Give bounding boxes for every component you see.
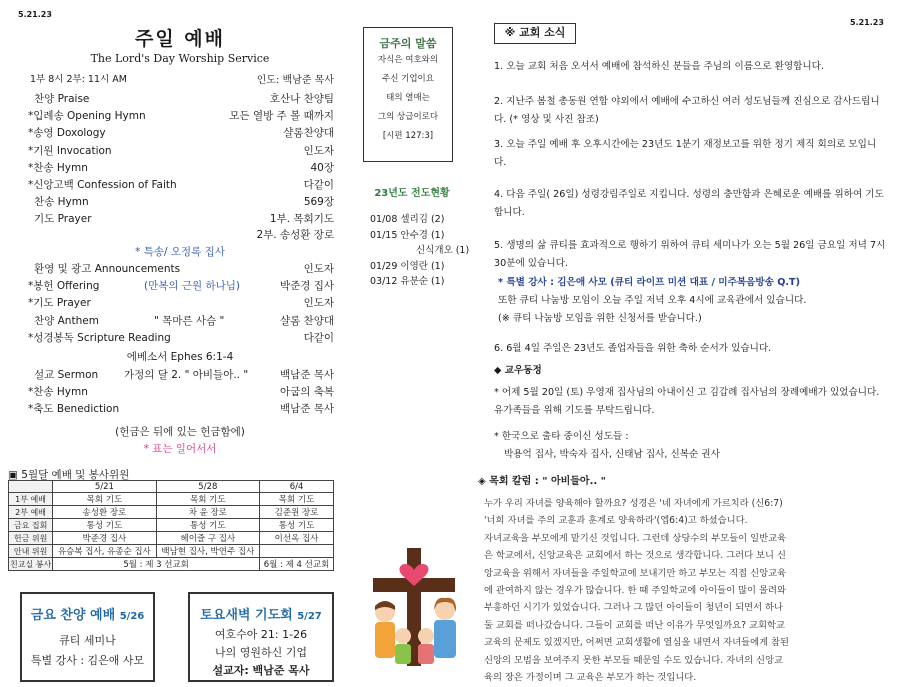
order-item: *축도 Benediction (28, 403, 120, 416)
order-item: *기도 Prayer (28, 297, 91, 310)
schedule-cell: 통성 기도 (156, 519, 259, 532)
friday-line2: 특별 강사 : 김은애 사모 (30, 654, 145, 667)
schedule-cell: 송성환 장로 (53, 506, 156, 519)
special-song-note: * 특송/ 오정록 집사 (135, 246, 225, 258)
friday-title-line (22, 604, 153, 623)
order-row (14, 125, 346, 142)
schedule-title: ▣ 5월달 예배 및 봉사위원 (8, 469, 130, 481)
saturday-title-line (190, 604, 332, 623)
column-line: 둘 교회를 떠나갔습니다. 그들이 교회를 떠난 이유가 무엇일까요? 교회학교 (484, 619, 785, 631)
child-head (395, 628, 411, 644)
date-right: 5.21.23 (850, 18, 884, 27)
column-line: 교육의 문제도 있겠지만, 어쩌면 교회생활에 열심을 내면서 자녀들에게 참된 (484, 637, 790, 649)
order-person: 박준경 집사 (279, 280, 334, 293)
child-body (395, 644, 411, 664)
member-news-heading: ◆ 교우동정 (494, 365, 542, 376)
order-item: *입례송 Opening Hymn (28, 110, 146, 123)
schedule-col-head: 6/4 (260, 481, 334, 493)
schedule-cell: 통성 기도 (260, 519, 334, 532)
column-line: '너희 자녀를 주의 교훈과 훈계로 양육하라'(엡6:4)고 하셨습니다. (484, 515, 748, 527)
column-line: 누가 우리 자녀를 양육해야 할까요? 성경은 '네 자녀에게 가르치라 (신6:7) (484, 498, 783, 509)
order-detail: 가정의 달 2. " 아비들아.. " (124, 369, 249, 381)
order-detail: (만복의 근원 하나님) (144, 280, 241, 293)
pastor-column-heading: ◈ 목회 칼럼 : " 아비들아.. " (478, 476, 606, 487)
schedule-cell: 목회 기도 (53, 493, 156, 506)
worship-time: 1부 8시 2부: 11시 AM (30, 74, 127, 85)
schedule-row (9, 545, 334, 558)
verse-line: 그의 상급이로다 (377, 112, 439, 122)
order-person: 1부. 목회기도 (269, 213, 334, 226)
schedule-row-label: 2부 예배 (9, 506, 53, 519)
order-person: 백남준 목사 (279, 403, 334, 416)
schedule-col-head: 5/21 (53, 481, 156, 493)
schedule-table (8, 480, 334, 571)
order-person: 샬롬찬양대 (283, 127, 334, 140)
worship-title: 주일 예배 (134, 28, 226, 50)
schedule-row-label: 안내 위원 (9, 545, 53, 558)
verse-ref: [시편 127:3] (382, 131, 434, 141)
member-news-2: * 한국으로 출타 중이신 성도들 : (494, 431, 629, 442)
schedule-cell: 목회 기도 (260, 493, 334, 506)
person-body (434, 620, 456, 658)
schedule-cell: 헤이즐 구 집사 (156, 532, 259, 545)
worship-subtitle: The Lord's Day Worship Service (90, 52, 270, 65)
order-item: *찬송 Hymn (28, 386, 88, 399)
order-person: 569장 (303, 196, 334, 209)
evangelism-list (370, 212, 469, 290)
order-row (14, 160, 346, 177)
schedule-cell: 6월 : 제 4 선교회 (260, 558, 334, 571)
worship-order-list-2 (14, 261, 346, 347)
friday-title: 금요 찬양 예배 (30, 608, 116, 623)
evangelism-item: 03/12 유분순 (1) (370, 276, 445, 287)
order-detail: " 목마른 사슴 " (154, 314, 225, 327)
column-line: 자녀교육을 부모에게 맡기신 것입니다. 그런데 상당수의 부모들이 일반교육 (484, 532, 787, 544)
stand-note: * 표는 일어서서 (143, 443, 217, 455)
scripture-ref: 에베소서 Ephes 6:1-4 (126, 351, 234, 363)
child-head (418, 628, 434, 644)
schedule-row-label: 1부 예배 (9, 493, 53, 506)
order-item: *성경봉독 Scripture Reading (28, 331, 171, 344)
order-person: 호산나 찬양팀 (269, 93, 334, 105)
schedule-row-fellowship (9, 558, 334, 571)
pastor-column-text (484, 495, 886, 686)
schedule-corner (9, 481, 53, 493)
verse-line: 자식은 여호와의 (377, 55, 439, 65)
prayer-2nd-service: 2부. 송성환 장로 (256, 229, 334, 241)
evangelism-item: 신식개오 (1) (416, 245, 470, 256)
schedule-row-label: 친교실 봉사 (10, 559, 52, 569)
saturday-line1: 여호수아 21: 1-26 (214, 628, 308, 641)
friday-worship-box (20, 592, 155, 682)
order-row (14, 367, 346, 384)
schedule-row-label: 헌금 위원 (9, 532, 53, 545)
schedule-cell: 5월 : 제 3 선교회 (53, 558, 260, 571)
order-row (14, 177, 346, 194)
order-item: 설교 Sermon (34, 369, 99, 381)
order-person: 인도자 (303, 263, 334, 275)
notice-item-1: 1. 오늘 교회 처음 오셔서 예배에 참석하신 분들을 주님의 이름으로 환영합니다. (494, 61, 824, 72)
special-speaker: * 특별 강사 : 김은애 사모 (큐티 라이프 미션 대표 / 미주복음방송 Q.T) (498, 277, 800, 288)
family-cross-illustration (363, 540, 468, 670)
verse-line: 태의 열매는 (386, 93, 430, 103)
column-line: 에 관여하지 않는 경우가 많습니다. 한 때 주일학교에 아이들이 많이 몰려와 (484, 585, 786, 597)
evangelism-item: 01/29 이영란 (1) (370, 260, 445, 272)
schedule-row (9, 493, 334, 506)
saturday-date: 5/27 (297, 611, 322, 622)
order-row (14, 91, 346, 108)
schedule-cell: 통성 기도 (53, 519, 156, 532)
order-person: 다같이 (303, 331, 334, 344)
order-person: 인도자 (303, 297, 334, 310)
order-item: *신앙고백 Confession of Faith (28, 178, 177, 191)
schedule-cell (260, 545, 334, 558)
order-item: *기원 Invocation (28, 144, 112, 157)
schedule-cell: 목회 기도 (156, 493, 259, 506)
qt-group-notice: 또한 큐티 나눔방 모임이 오늘 주일 저녁 오후 4시에 교육관에서 있습니다. (498, 295, 807, 306)
weekly-verse-box (363, 27, 453, 162)
verse-title: 금주의 말씀 (379, 37, 437, 50)
order-item: 찬송 Hymn (34, 196, 89, 209)
saturday-title: 토요새벽 기도회 (200, 608, 293, 623)
schedule-cell: 유승복 집사, 유종순 집사 (53, 545, 156, 558)
date-left: 5.21.23 (18, 10, 52, 19)
worship-leader: 인도: 백남준 목사 (256, 75, 334, 86)
order-row (14, 194, 346, 211)
order-row (14, 143, 346, 160)
worship-order-list-1 (14, 91, 346, 229)
church-news-heading: ※ 교회 소식 (494, 23, 576, 44)
worship-order-column (14, 0, 346, 687)
order-person: 모든 열방 주 볼 때까지 (229, 110, 334, 123)
schedule-row (9, 519, 334, 532)
schedule-row (9, 506, 334, 519)
member-news-1: * 어제 5월 20일 (토) 우영재 집사님의 아내이신 고 김갑례 집사님의 장례예배가 있었습니다. 유가족들을 위해 기도를 부탁드립니다. (494, 387, 880, 416)
schedule-cell: 박준경 집사 (53, 532, 156, 545)
order-row (14, 384, 346, 401)
order-person: 40장 (310, 161, 334, 174)
column-line: 육의 장은 가정이며 그 교육은 부모가 하는 것입니다. (484, 672, 697, 684)
order-row (14, 330, 346, 347)
order-row (14, 401, 346, 418)
saturday-line2: 나의 영원하신 기업 (214, 646, 307, 659)
column-line: 부흥하던 시기가 있었습니다. 그러나 그 많던 아이들이 청년이 되면서 하나 (484, 602, 783, 614)
order-row (14, 211, 346, 228)
column-line: 은 학교에서, 신앙교육은 교회에서 하는 것으로 생각합니다. 그러다 보니 신 (484, 550, 786, 562)
worship-order-list-3 (14, 367, 346, 419)
schedule-col-head: 5/28 (156, 481, 259, 493)
notice-item-5: 5. 생명의 삶 큐티를 효과적으로 행하기 위하여 큐티 세미나가 오는 5월 26일 금요일 저녁 7시 30분에 있습니다. (494, 240, 886, 269)
order-person: 백남준 목사 (279, 369, 334, 381)
qt-group-application: (※ 큐티 나눔방 모임을 위한 신청서를 받습니다.) (498, 313, 702, 324)
order-person: 샬롬 찬양대 (279, 314, 334, 327)
order-row (14, 295, 346, 312)
member-news-3: 박용억 집사, 박숙자 집사, 신태남 집사, 신복순 권사 (504, 449, 720, 460)
notice-item-4: 4. 다음 주일( 26일) 성령강림주일로 지킵니다. 성령의 충만함과 은혜로운 예배를 위하여 기도합니다. (494, 189, 884, 218)
column-line: 앙교육을 위해서 자녀들을 주일학교에 보내기만 하고 부모는 직접 신앙교육 (484, 567, 787, 579)
schedule-row (9, 532, 334, 545)
schedule-cell: 김준원 장로 (260, 506, 334, 519)
order-item: *송영 Doxology (28, 127, 106, 140)
saturday-line3: 설교자: 백남준 목사 (212, 664, 310, 677)
order-row (14, 108, 346, 125)
evangelism-item: 01/15 안수경 (1) (370, 229, 445, 241)
order-person: 인도자 (303, 144, 334, 157)
evangelism-title: 23년도 전도현황 (374, 188, 450, 199)
pastor-column (478, 472, 888, 684)
notice-item-3: 3. 오늘 주일 예배 후 오후시간에는 23년도 1분기 재정보고를 위한 정기 제직 회의로 모입니다. (494, 139, 877, 168)
order-item: *봉헌 Offering (28, 280, 100, 293)
schedule-header-row (9, 481, 334, 493)
friday-date: 5/26 (119, 611, 145, 622)
order-item: 환영 및 광고 Announcements (34, 263, 181, 275)
order-item: 찬양 Anthem (34, 314, 99, 327)
order-person: 다같이 (303, 178, 334, 191)
order-row (14, 261, 346, 278)
verse-line: 주신 기업이요 (382, 74, 434, 84)
schedule-cell: 백남현 집사, 박연주 집사 (156, 545, 259, 558)
schedule-cell: 차 윤 장로 (156, 506, 259, 519)
order-row (14, 313, 346, 330)
schedule-cell: 이선옥 집사 (260, 532, 334, 545)
order-item: 찬양 Praise (34, 93, 90, 105)
schedule-row-label: 금요 집회 (9, 519, 53, 532)
friday-line1: 큐티 세미나 (59, 634, 116, 647)
column-line: 신앙의 모범을 보여주지 못한 부모들 때문일 수도 있습니다. 자녀의 신앙교 (484, 654, 783, 666)
order-item: *찬송 Hymn (28, 161, 88, 174)
saturday-prayer-box (188, 592, 334, 682)
child-body (418, 644, 434, 664)
offering-note: (헌금은 뒤에 있는 헌금함에) (115, 426, 245, 438)
order-row (14, 278, 346, 295)
notice-item-2: 2. 지난주 봄철 총동원 연합 야외에서 예배에 수고하신 여러 성도님들께 진심으로 감사드립니다. (* 영상 및 사진 참조) (494, 96, 880, 125)
order-item: 기도 Prayer (34, 213, 92, 226)
order-person: 아굽의 축복 (279, 386, 334, 399)
evangelism-item: 01/08 셀리김 (2) (370, 214, 445, 225)
person-body (375, 622, 395, 658)
notice-item-6: 6. 6월 4일 주일은 23년도 졸업자들을 위한 축하 순서가 있습니다. (494, 343, 772, 354)
